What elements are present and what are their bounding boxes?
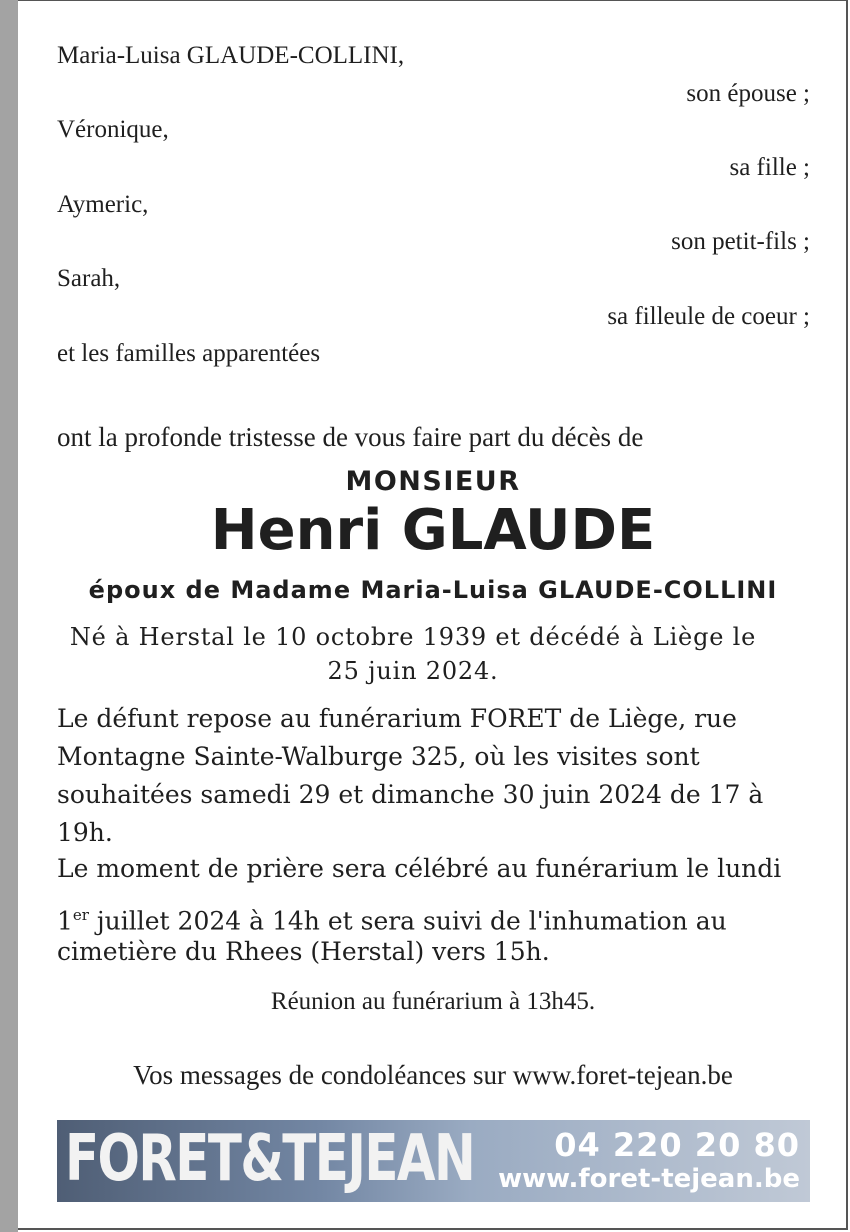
- birth-line-1: Né à Herstal le 10 octobre 1939 et décédé à Liège le: [69, 623, 757, 651]
- family-member-relation: sa filleule de coeur ;: [607, 303, 810, 330]
- details-line-rest: juillet 2024 à 14h et sera suivi de l'inhumation au: [88, 906, 727, 936]
- left-margin-bar: [0, 0, 18, 1232]
- details-line: cimetière du Rhees (Herstal) vers 15h.: [57, 937, 550, 966]
- funeral-home-logo: FORET&TEJEAN: [65, 1122, 475, 1196]
- family-member-relation: sa fille ;: [729, 154, 810, 181]
- deceased-name: Henri GLAUDE: [210, 498, 656, 563]
- birth-line-2: 25 juin 2024.: [327, 657, 499, 685]
- condolences-text: Vos messages de condoléances sur www.foret-tejean.be: [133, 1060, 733, 1090]
- honorific: MONSIEUR: [345, 466, 521, 497]
- details-line: Montagne Sainte-Walburge 325, où les visites sont: [57, 742, 700, 771]
- details-line: Le défunt repose au funérarium FORET de Liège, rue: [57, 704, 737, 733]
- family-member-name: Sarah,: [57, 265, 121, 292]
- details-line: Le moment de prière sera célébré au funérarium le lundi: [57, 854, 782, 883]
- family-member-name: Aymeric,: [57, 191, 149, 218]
- banner-phone: 04 220 20 80: [554, 1126, 800, 1164]
- family-member-name: Maria-Luisa GLAUDE-COLLINI,: [57, 42, 405, 69]
- details-line: souhaitées samedi 29 et dimanche 30 juin 2024 de 17 à: [57, 780, 764, 809]
- banner-url: www.foret-tejean.be: [498, 1164, 800, 1194]
- reunion-text: Réunion au funérarium à 13h45.: [270, 988, 596, 1015]
- date-day: 1: [57, 906, 73, 936]
- details-line: 19h.: [57, 818, 113, 847]
- intro-text: ont la profonde tristesse de vous faire part du décès de: [57, 422, 644, 452]
- funeral-home-banner: [57, 1120, 810, 1202]
- family-member-relation: son petit-fils ;: [671, 228, 810, 255]
- family-member-name: Véronique,: [57, 116, 169, 143]
- families-line: et les familles apparentées: [57, 340, 321, 367]
- family-member-relation: son épouse ;: [686, 80, 810, 107]
- ordinal-suffix: er: [72, 906, 89, 924]
- spouse-line: époux de Madame Maria-Luisa GLAUDE-COLLINI: [88, 576, 778, 604]
- notice-frame: [18, 0, 848, 1230]
